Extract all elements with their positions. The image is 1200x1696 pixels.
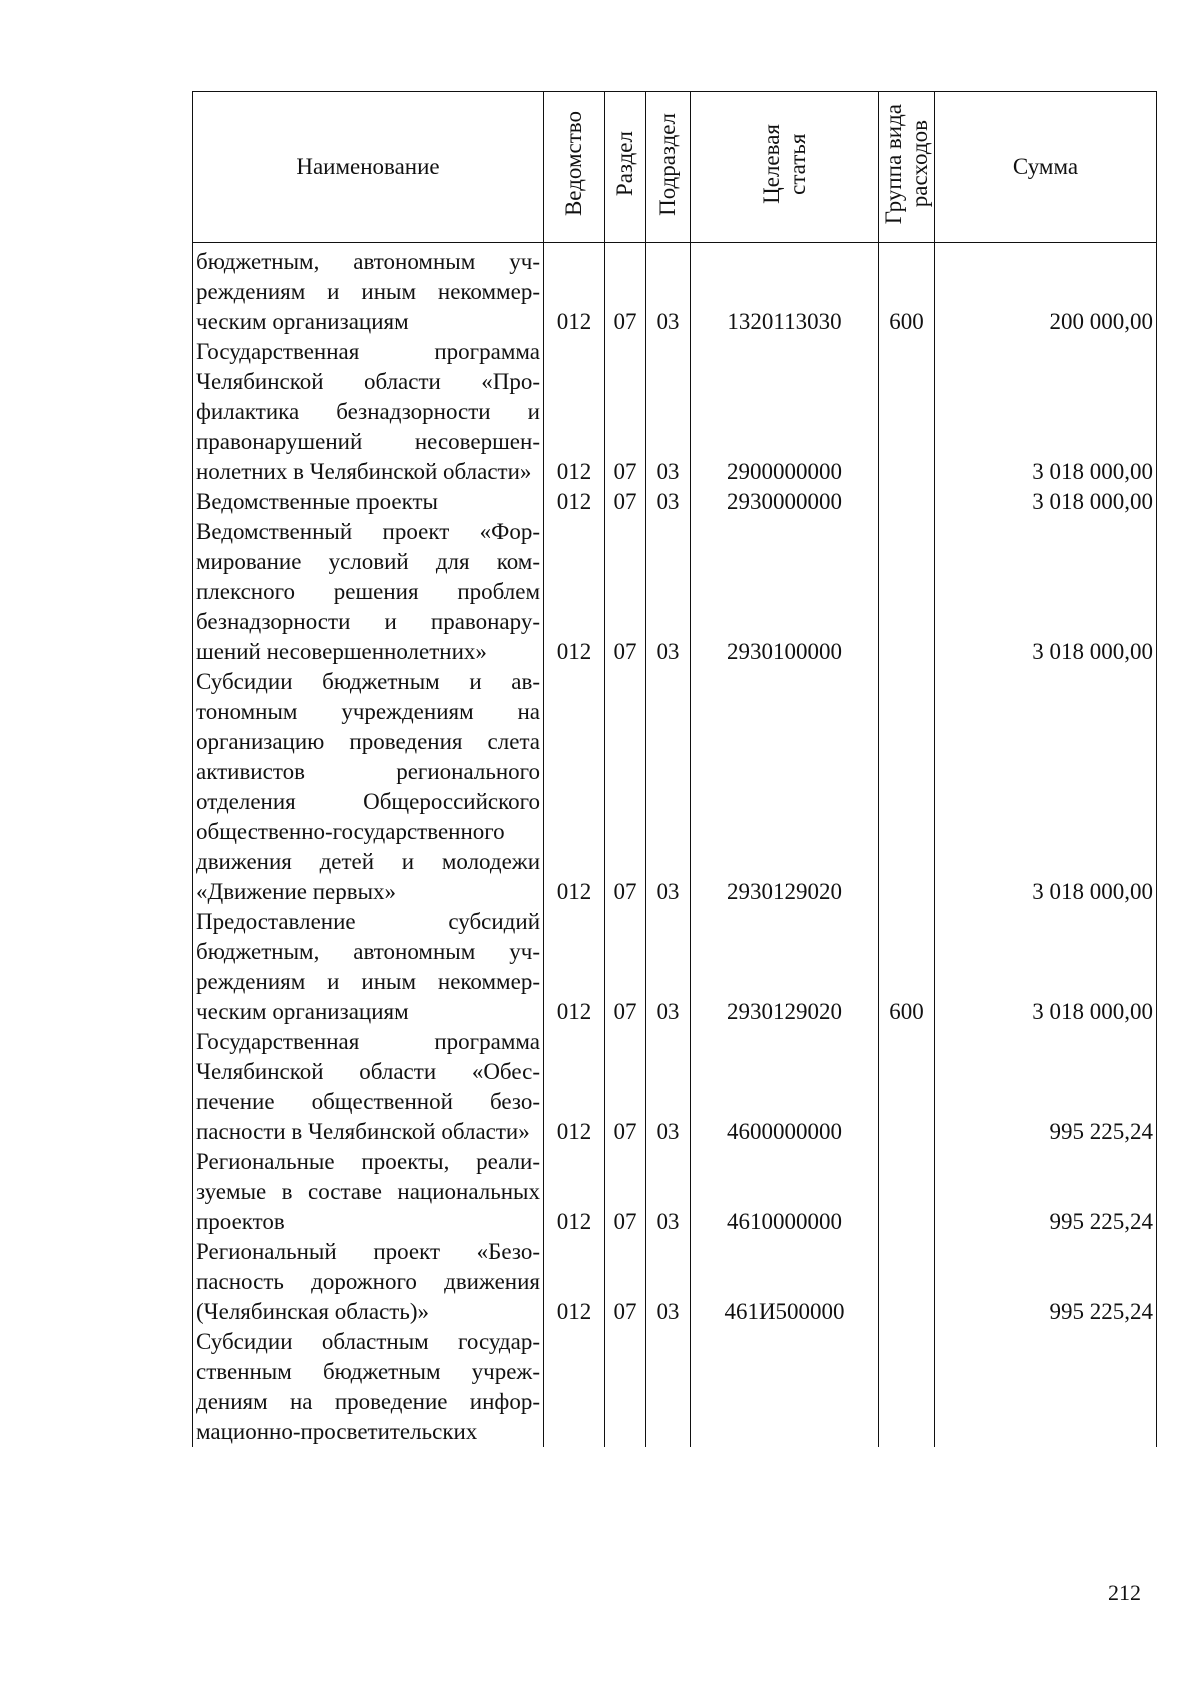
row-vedomstvo: 012 [544,1027,605,1147]
header-razdel [605,92,646,243]
row-gruppa [879,1147,935,1237]
row-summa: 200 000,00 [935,243,1157,338]
table-row [193,243,1157,338]
row-celevaya: 4610000000 [691,1147,879,1237]
row-razdel: 07 [605,907,646,1027]
header-summa [935,92,1157,243]
header-name [193,92,544,243]
row-podrazdel: 03 [646,907,691,1027]
row-vedomstvo: 012 [544,667,605,907]
row-summa: 995 225,24 [935,1027,1157,1147]
header-row [193,92,1157,243]
table-row [193,487,1157,517]
row-celevaya: 4600000000 [691,1027,879,1147]
row-razdel: 07 [605,667,646,907]
row-name: Субсидии областным государственным бюджетным учреждениям на проведение информационно-просветительских [193,1327,544,1447]
row-gruppa [879,1327,935,1447]
row-podrazdel: 03 [646,667,691,907]
row-vedomstvo: 012 [544,337,605,487]
header-gruppa-label: Группа вида расходов [880,103,932,225]
row-podrazdel: 03 [646,1027,691,1147]
table-row [193,907,1157,1027]
header-summa-label: Сумма [1012,154,1079,179]
row-vedomstvo: 012 [544,517,605,667]
row-summa: 3 018 000,00 [935,337,1157,487]
row-name: Государственная программа Челябинской области «Обеспечение общественной безопасности в Челябинской области» [193,1027,544,1147]
row-gruppa [879,517,935,667]
row-summa: 995 225,24 [935,1237,1157,1327]
row-name: Предоставление субсидий бюджетным, автономным учреждениям и иным некоммерческим организациям [193,907,544,1027]
row-podrazdel [646,1327,691,1447]
row-razdel: 07 [605,1237,646,1327]
header-celevaya-label: Целевая статья [758,124,810,204]
row-gruppa: 600 [879,243,935,338]
row-podrazdel: 03 [646,517,691,667]
table-row [193,1027,1157,1147]
row-vedomstvo: 012 [544,907,605,1027]
row-podrazdel: 03 [646,1237,691,1327]
row-celevaya [691,1327,879,1447]
row-name: Государственная программа Челябинской области «Профилактика безнадзорности и правонарушений несовершеннолетних в Челябинской области» [193,337,544,487]
row-podrazdel: 03 [646,243,691,338]
header-razdel-label: Раздел [612,131,637,197]
row-summa: 3 018 000,00 [935,907,1157,1027]
row-celevaya: 2900000000 [691,337,879,487]
row-name: Региональные проекты, реализуемые в составе национальных проектов [193,1147,544,1237]
row-podrazdel: 03 [646,337,691,487]
row-gruppa [879,1237,935,1327]
row-razdel: 07 [605,517,646,667]
row-razdel [605,1327,646,1447]
row-razdel: 07 [605,1147,646,1237]
row-gruppa [879,667,935,907]
row-gruppa: 600 [879,907,935,1027]
row-celevaya: 2930000000 [691,487,879,517]
header-vedomstvo-label: Ведомство [561,111,586,217]
budget-table [192,91,1157,1447]
row-razdel: 07 [605,243,646,338]
table-row [193,337,1157,487]
header-name-label: Наименование [296,154,440,179]
table-row [193,1147,1157,1237]
header-podrazdel-label: Подраздел [655,112,680,216]
row-razdel: 07 [605,337,646,487]
table-row [193,517,1157,667]
row-celevaya: 2930100000 [691,517,879,667]
row-vedomstvo: 012 [544,1237,605,1327]
table-row [193,1237,1157,1327]
row-razdel: 07 [605,1027,646,1147]
header-vedomstvo [544,92,605,243]
row-celevaya: 2930129020 [691,907,879,1027]
row-celevaya: 2930129020 [691,667,879,907]
row-vedomstvo [544,1327,605,1447]
header-gruppa [879,92,935,243]
row-podrazdel: 03 [646,1147,691,1237]
row-summa [935,1327,1157,1447]
table-row [193,667,1157,907]
row-celevaya: 461И500000 [691,1237,879,1327]
row-summa: 995 225,24 [935,1147,1157,1237]
row-summa: 3 018 000,00 [935,667,1157,907]
row-gruppa [879,487,935,517]
table-row [193,1327,1157,1447]
row-vedomstvo: 012 [544,487,605,517]
row-gruppa [879,1027,935,1147]
row-gruppa [879,337,935,487]
page-number: 212 [1108,1580,1141,1605]
row-name: бюджетным, автономным учреждениям и иным некоммерческим организациям [193,243,544,338]
row-summa: 3 018 000,00 [935,517,1157,667]
row-razdel: 07 [605,487,646,517]
row-summa: 3 018 000,00 [935,487,1157,517]
row-vedomstvo: 012 [544,1147,605,1237]
row-name: Субсидии бюджетным и автономным учреждениям на организацию проведения слета активистов регионального отделения Общероссийского общественно-государственного движения детей и молодежи «Движение первых» [193,667,544,907]
row-name: Региональный проект «Безопасность дорожного движения (Челябинская область)» [193,1237,544,1327]
header-celevaya [691,92,879,243]
row-podrazdel: 03 [646,487,691,517]
row-name: Ведомственный проект «Формирование условий для комплексного решения проблем безнадзорности и правонарушений несовершеннолетних» [193,517,544,667]
row-celevaya: 1320113030 [691,243,879,338]
header-podrazdel [646,92,691,243]
row-vedomstvo: 012 [544,243,605,338]
row-name: Ведомственные проекты [193,487,544,517]
